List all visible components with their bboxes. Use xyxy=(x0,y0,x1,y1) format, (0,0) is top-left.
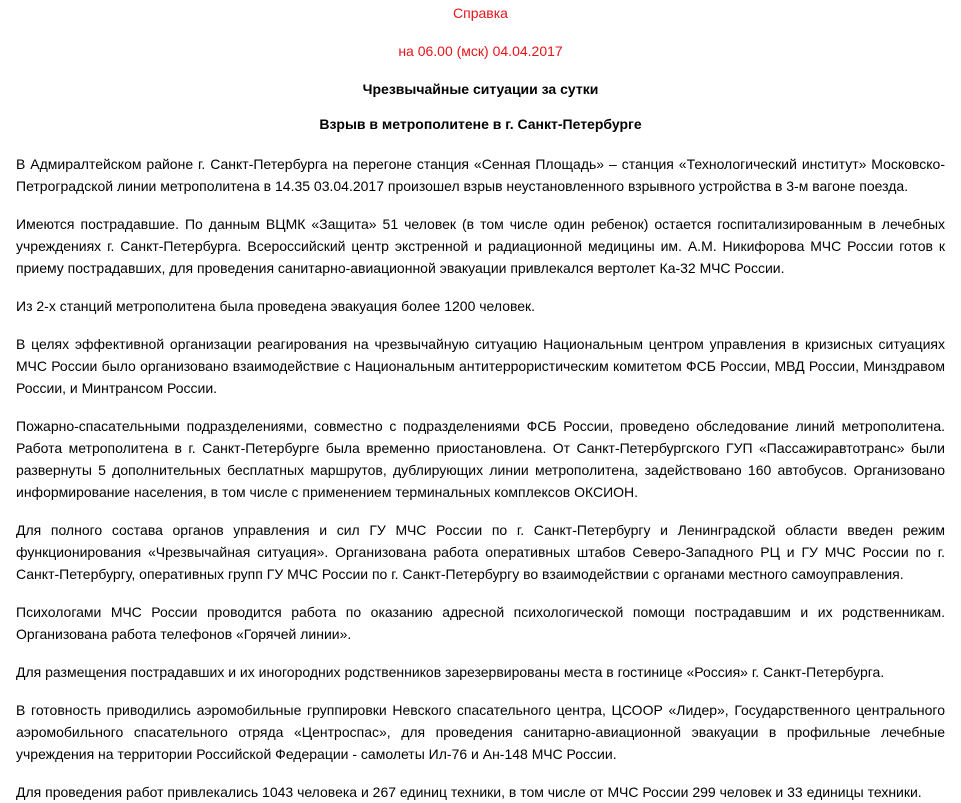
paragraph-evacuation: Из 2-х станций метрополитена была проведена эвакуация более 1200 человек. xyxy=(16,298,536,314)
incident-heading: Взрыв в метрополитене в г. Санкт-Петербурге xyxy=(319,116,642,132)
paragraph-emergency-regime: Для полного состава органов управления и сил ГУ МЧС России по г. Санкт-Петербургу и Ленинградской области введен режим функционирования «Чрезвычайная ситуация». Организована работа оперативных штабов Северо-Западного РЦ и ГУ МЧС России по г. Санкт-Петербургу, оперативных групп ГУ МЧС России по г. Санкт-Петербургу во взаимодействии с органами местного самоуправления. xyxy=(16,522,945,582)
paragraph-coordination: В целях эффективной организации реагирования на чрезвычайную ситуацию Национальным центром управления в кризисных ситуациях МЧС России было организовано взаимодействие с Национальным антитеррористическим комитетом ФСБ России, МВД России, Минздравом России, и Минтрансом России. xyxy=(16,336,945,396)
section-heading: Чрезвычайные ситуации за сутки xyxy=(362,81,599,97)
document-body xyxy=(16,153,945,803)
paragraph-resources: Для проведения работ привлекались 1043 человека и 267 единиц техники, в том числе от МЧС России 299 человек и 33 единицы техники. xyxy=(16,784,922,800)
paragraph-aeromobile-groups: В готовность приводились аэромобильные группировки Невского спасательного центра, ЦСООР «Лидер», Государственного центрального аэромобильного спасательного отряда «Центроспас», для проведения санитарно-авиационной эвакуации в профильные лечебные учреждения на территории Российской Федерации - самолеты Ил-76 и Ан-148 МЧС России. xyxy=(16,702,945,762)
paragraph-metro-inspection: Пожарно-спасательными подразделениями, совместно с подразделениями ФСБ России, проведено обследование линий метрополитена. Работа метрополитена в г. Санкт-Петербурге была временно приостановлена. От Санкт-Петербургского ГУП «Пассажиравтотранс» были развернуты 5 дополнительных бесплатных маршрутов, дублирующих линии метрополитена, задействовано 160 автобусов. Организовано информирование населения, в том числе с применением терминальных комплексов ОКСИОН. xyxy=(16,418,945,500)
paragraph-incident: В Адмиралтейском районе г. Санкт-Петербурга на перегоне станция «Сенная Площадь» – станция «Технологический институт» Московско-Петроградской линии метрополитена в 14.35 03.04.2017 произошел взрыв неустановленного взрывного устройства в 3-м вагоне поезда. xyxy=(16,156,945,194)
document-title: Справка xyxy=(453,5,508,21)
document-date: на 06.00 (мск) 04.04.2017 xyxy=(398,43,563,59)
paragraph-psychologists: Психологами МЧС России проводится работа по оказанию адресной психологической помощи пострадавшим и их родственникам. Организована работа телефонов «Горячей линии». xyxy=(16,604,945,642)
paragraph-accommodation: Для размещения пострадавших и их иногородних родственников зарезервированы места в гостинице «Россия» г. Санкт-Петербурга. xyxy=(16,664,885,680)
paragraph-victims: Имеются пострадавшие. По данным ВЦМК «Защита» 51 человек (в том числе один ребенок) остается госпитализированным в лечебных учреждениях г. Санкт-Петербурга. Всероссийский центр экстренной и радиационной медицины им. А.М. Никифорова МЧС России готов к приему пострадавших, для проведения санитарно-авиационной эвакуации привлекался вертолет Ка-32 МЧС России. xyxy=(16,216,945,276)
